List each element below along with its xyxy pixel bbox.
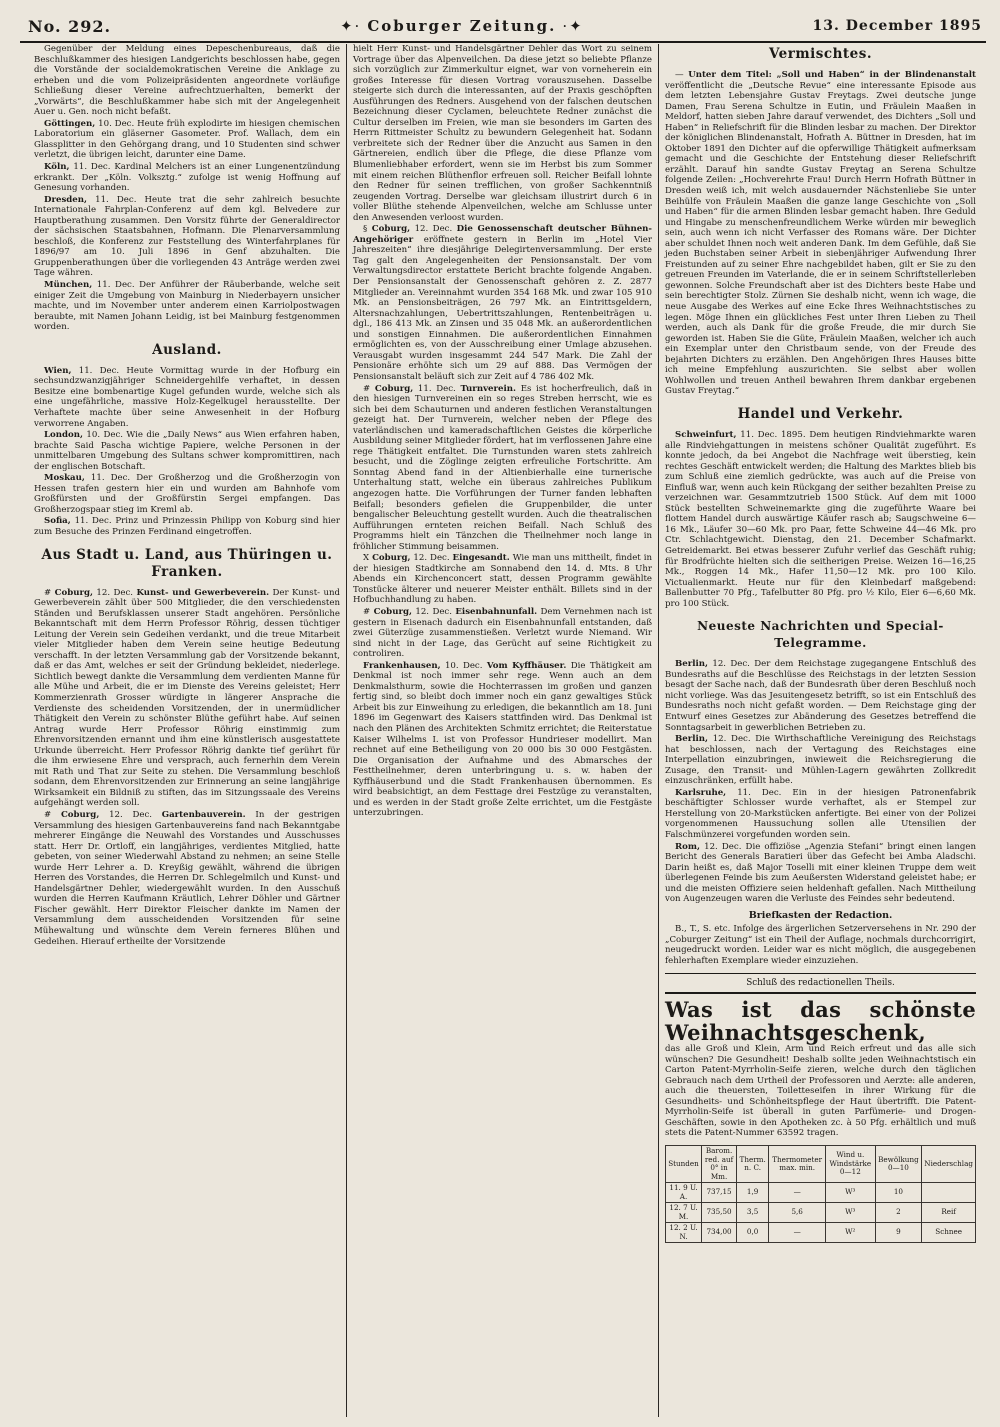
weather-header-cell: Barom. red. auf 0° in Mm. <box>702 1146 737 1183</box>
weather-header-cell: Therm. n. C. <box>737 1146 769 1183</box>
table-cell: W³ <box>826 1183 875 1203</box>
weather-header-row <box>666 1146 976 1183</box>
ad-text: das alle Groß und Klein, Arm und Reich erfreut und das alle sich wünschen? Die Gesundheit! Deshalb sollte jeden Weihnachtstisch ein Carton Patent-Myrrholin-Seife zieren, welche durch den täglichen Gebrauch nach dem Urtheil der Professoren und Aerzte: alle anderen, auch die theuersten, Toiletteseifen in ihrer Wirkung für die Gesundheits- und Schönheitspflege der Haut übertrifft. Die Patent-Myrrholin-Seife ist überall in guten Parfümerie- und Drogen-Geschäften, sowie in den Apotheken zc. à 50 Pfg. erhältlich und muß stets die Patent-Nummer 63592 tragen. <box>665 1044 976 1139</box>
column-2 <box>346 44 658 1417</box>
article: Moskau, 11. Dec. Der Großherzog und die Großherzogin von Hessen trafen gestern hier ein und wurden am Bahnhofe vom Großfürsten und der Großfürstin Sergei empfangen. Das Großherzogspaar stieg im Kreml ab. <box>34 473 340 515</box>
section-heading-stadt: Aus Stadt u. Land, aus Thüringen u. Franken. <box>41 546 333 580</box>
table-cell: 12. 7 U. M. <box>666 1203 702 1223</box>
issue-number: No. 292. <box>28 16 112 36</box>
table-row <box>666 1223 976 1243</box>
table-cell: — <box>769 1183 826 1203</box>
article: London, 10. Dec. Wie die „Daily News“ aus Wien erfahren haben, brachte Said Pascha wichtige Papiere, welche Personen in der unmittelbaren Umgebung des Sultans schwer kompromittiren, nach der englischen Botschaft. <box>34 430 340 472</box>
section-heading-ausland: Ausland. <box>152 341 222 358</box>
article: Göttingen, 10. Dec. Heute früh explodirte im hiesigen chemischen Laboratorium ein gläserner Gasometer. Prof. Wallach, dem ein Glassplitter in den Gehörgang drang, und 10 Studenten sind schwer verletzt, die übrigen leicht, darunter eine Dame. <box>34 118 340 161</box>
article: Wien, 11. Dec. Heute Vormittag wurde in der Hofburg ein sechsundzwanzigjähriger Schneidergehilfe verhaftet, in dessen Besitze eine bombenartige Kugel gefunden wurde, welche sich als eine ungefährliche, massive Holz-Kegelkugel herausstellte. Der Verhaftete machte über seine Anwesenheit in der Hofburg verworrene Angaben. <box>34 365 341 429</box>
article: # Coburg, 12. Dec. Gartenbauverein. In der gestrigen Versammlung des hiesigen Gartenbauvereins fand nach Bekanntgabe mehrerer Eingänge die Neuwahl des Vorstandes und Ausschusses statt. Herr Dr. Ortloff, ein langjähriges, verdientes Mitglied, hatte gebeten, von seiner Wiederwahl Abstand zu nehmen; an seine Stelle wurde Herr Lehrer a. D. Kreyßig gewählt, während die übrigen Herren des Vorstandes, die Herren Dr. Schlegelmilch und Kunst- und Handelsgärtner Dehler, wiedergewählt wurden. In den Ausschuß wurden die Herren Kaufmann Kräutlich, Lehrer Döhler und Gärtner Fischer gewählt. Herr Direktor Fleischer dankte im Namen der Versammlung dem ausscheidenden Vorsitzenden für seine Mühewaltung und wünschte dem Verein ferneres Blühen und Gedeihen. Hierauf ertheilte der Vorsitzende <box>34 810 340 947</box>
article: Sofia, 11. Dec. Prinz und Prinzessin Philipp von Koburg sind hier zum Besuche des Prinzen Ferdinand eingetroffen. <box>34 516 340 537</box>
weather-header-cell: Niederschlag <box>922 1146 976 1183</box>
table-cell: 735,50 <box>702 1203 737 1223</box>
masthead <box>20 14 986 43</box>
editorial-end-note: Schluß des redactionellen Theils. <box>746 977 895 988</box>
column-3 <box>658 44 982 1417</box>
weather-table <box>665 1145 976 1243</box>
table-cell: W³ <box>826 1203 875 1223</box>
newspaper-title-text: Coburger Zeitung. <box>367 17 557 35</box>
section-heading-telegramme: Neueste Nachrichten und Special-Telegramme. <box>697 619 944 651</box>
article: Berlin, 12. Dec. Der dem Reichstage zugegangene Entschluß des Bundesraths auf die Beschlüsse des Reichstags in der letzten Session besagt der Sache nach, daß der Bundesrath über deren Beschluß noch nicht vorliege. Was das Jesuitengesetz betrifft, so ist ein Entschluß des Bundesraths noch nicht gefaßt worden. — Dem Reichstage ging der Entwurf eines Gesetzes zur Abänderung des Gesetzes betreffend die Sonntagsarbeit in gewerblichen Betrieben zu. <box>665 659 976 733</box>
section-heading-handel: Handel und Verkehr. <box>737 405 904 422</box>
newspaper-title <box>334 17 590 35</box>
ornament-right-icon: ·✦ <box>562 17 584 35</box>
letterbox-text: B., T., S. etc. Infolge des ärgerlichen Setzerversehens in Nr. 290 der „Coburger Zeitung“ ist ein Theil der Auflage, nochmals durchcorrigirt, neugedruckt worden. Leider war es nicht möglich, die ausgegebenen fehlerhaften Exemplare wieder einzuziehen. <box>665 924 976 967</box>
article: München, 11. Dec. Der Anführer der Räuberbande, welche seit einiger Zeit die Umgebung von Mainburg in Niederbayern unsicher machte, und im November unter anderem einen Karriolpostwagen beraubte, mit Namen Johann Leidig, ist bei Mainburg festgenommen worden. <box>34 280 341 333</box>
table-cell: 737,15 <box>702 1183 737 1203</box>
table-row <box>666 1203 976 1223</box>
article: # Coburg, 11. Dec. Turnverein. Es ist hocherfreulich, daß in den hiesigen Turnvereinen ein so reges Streben herrscht, wie es sich bei dem Schauturnen und anderen festlichen Veranstaltungen gezeigt hat. Der Turnverein, welcher neben der Pflege des vaterländischen und kameradschaftlichen Geistes die körperliche Ausbildung seiner Mitglieder fördert, hat im verflossenen Jahre eine rege Thätigkeit entfaltet. Die Turnstunden waren stets zahlreich besucht, und die Zöglinge zeigten erfreuliche Fortschritte. Am Sonntag Abend fand in der Altienbierhalle eine turnerische Unterhaltung statt, welche ein überaus zahlreiches Publikum angezogen hatte. Die Vorführungen der Turner fanden lebhaften Beifall; besonders gefielen die Gruppenbilder, die unter bengalischer Beleuchtung gestellt wurden. Auch die theatralischen Aufführungen ernteten reichen Beifall. Nach Schluß des Programms hielt ein Tänzchen die Theilnehmer noch lange in fröhlicher Stimmung beisammen. <box>353 383 653 552</box>
issue-date: 13. December 1895 <box>812 18 982 34</box>
article: # Coburg, 12. Dec. Eisenbahnunfall. Dem Vernehmen nach ist gestern in Eisenach dadurch ein Eisenbahnunfall entstanden, daß zwei Güterzüge zusammenstießen. Verletzt wurde Niemand. Wir sind nicht in der Lage, das Gerücht auf seine Richtigkeit zu controliren. <box>353 606 652 660</box>
article: Frankenhausen, 10. Dec. Vom Kyffhäuser. Die Thätigkeit am Denkmal ist noch immer sehr rege. Wenn auch an dem Denkmalsthurm, sowie die Hochterrassen im großen und ganzen fertig sind, so bleibt doch immer noch ein ganz gewaltiges Stück Arbeit bis zur Einweihung zu erledigen, die bekanntlich am 18. Juni 1896 im Gegenwart des Kaisers stattfinden wird. Das Denkmal ist nach den Plänen des Architekten Schmitz errichtet; die Reiterstatue Kaiser Wilhelms I. ist von Professor Hundrieser modellirt. Man rechnet auf eine Betheiligung von 20 000 bis 30 000 Festgästen. Die Organisation der Aufnahme und des Abmarsches der Festtheilnehmer, deren unterbringung u. s. w. haben der Kyffhäuserbund und die Stadt Frankenhausen übernommen. Es wird beabsichtigt, an dem Festtage drei Festzüge zu veranstalten, und es werden in der Stadt große Zelte errichtet, um die Festgäste unterzubringen. <box>353 660 653 819</box>
table-cell: 2 <box>875 1203 922 1223</box>
ornament-left-icon: ✦· <box>339 17 362 35</box>
table-cell: — <box>769 1223 826 1243</box>
article: — Unter dem Titel: „Soll und Haben“ in der Blindenanstalt veröffentlicht die „Deutsche Revue“ eine interessante Episode aus dem letzten Lebensjahre Gustav Freytags. Zwei deutsche junge Damen, Frau Serena Schultze in Eutin, und Fräulein Maaßen in Meldorf, hatten sieben Jahre darauf verwendet, des Dichters „Soll und Haben“ in Reliefschrift für die Blinden lesbar zu machen. Der Direktor der königlichen Blindenanstalt, Hofrath A. Büttner in Dresden, hat im Oktober 1891 den Dichter auf die opferwillige Thätigkeit aufmerksam gemacht und die Geschichte der Entstehung dieser Reliefschrift erzählt. Darauf hin sandte Gustav Freytag an Serena Schultze folgende Zeilen: „Hochverehrte Frau! Durch Herrn Hofrath Büttner in Dresden weiß ich, mit welch ausdauernder Nächstenliebe Sie unter Beihülfe von Fräulein Maaßen die ganze lange Geschichte von „Soll und Haben“ für die armen Blinden lesbar gemacht haben. Ihre Geduld und Hingabe zu menschenfreundlichem Werke würden mir beweglich sein, auch wenn ich nicht Verfasser des Romans wäre. Der Dichter aber schuldet Ihnen noch weit anderen Dank. Im dem Gefühle, daß Sie jeden Buchstaben seiner Arbeit in siebenjähriger Aufwendung Ihrer Freistunden auf zu seiner Ehre nachgebildet haben, gilt er Sie zu den getreuen Freunden im Vaterlande, die er in seinem Schriftstellerleben gewonnen. Solche Freundschaft aber ist des Dichters beste Habe und sein berechtigter Stolz. Zürnen Sie deshalb nicht, wenn ich wage, die neue Ausgabe des Werkes auf eine Ecke Ihres Weihnachtstisches zu legen. Möge Ihnen ein glückliches Fest unter Ihren Lieben zu Theil werden, auch als Dank für die große Freude, die mir durch Sie geworden ist. Haben Sie die Güte, Fräulein Maaßen, welcher ich auch ein Exemplar unter den Christbaum sende, von der Freude des bejahrten Dichters zu erzählen. Den Angehörigen Ihres Hauses bitte ich meine Empfehlung auszurichten. Sie selbst aber wollen Wohlwollen und treuen Antheil bewahren Ihrem dankbar ergebenen Gustav Freytag.“ <box>665 70 976 397</box>
article: Dresden, 11. Dec. Heute trat die sehr zahlreich besuchte Internationale Fahrplan-Conferenz auf dem kgl. Belvedere zur Hauptberathung zusammen. Den Vorsitz führte der Generaldirector der sächsischen Staatsbahnen, Hofmann. Die Plenarversammlung beschloß, die Konferenz zur Feststellung des Winterfahrplanes für 1896/97 am 10. Juli 1896 in Genf abzuhalten. Die Gruppenberathungen über die vorliegenden 43 Anträge werden zwei Tage währen. <box>34 194 340 279</box>
article: Karlsruhe, 11. Dec. Ein in der hiesigen Patronenfabrik beschäftigter Schlosser wurde verhaftet, als er Stempel zur Herstellung von 20-Markstücken anfertigte. Bei einer von der Polizei vorgenommenen Haussuchung sollen alle Utensilien der Falschmünzerei vorgefunden worden sein. <box>665 787 976 840</box>
table-cell: 0,0 <box>737 1223 769 1243</box>
column-1 <box>28 44 346 1417</box>
table-cell: 734,00 <box>702 1223 737 1243</box>
article: Köln, 11. Dec. Kardinal Melchers ist an einer Lungenentzündung erkrankt. Der „Köln. Volksztg.“ zufolge ist wenig Hoffnung auf Genesung vorhanden. <box>34 162 340 194</box>
table-cell: W² <box>826 1223 875 1243</box>
article: Rom, 12. Dec. Die offiziöse „Agenzia Stefani“ bringt einen langen Bericht des Generals Baratieri über das Gefecht bei Amba Aladschi. Darin heißt es, daß Major Toselli mit einer kleinen Truppe dem weit überlegenen Feinde bis zum Aeußersten Widerstand geleistet habe; er und die meisten Offiziere seien heldenhaft gefallen. Nach Mittheilung von Augenzeugen waren die Verluste des Feindes sehr bedeutend. <box>665 841 976 905</box>
table-cell: 3,5 <box>737 1203 769 1223</box>
weather-header-cell: Wind u. Windstärke 0—12 <box>826 1146 875 1183</box>
article: § Coburg, 12. Dec. Die Genossenschaft deutscher Bühnen-Angehöriger eröffnete gestern in Berlin im „Hotel Vier Jahreszeiten“ ihre diesjährige Delegirtenversammlung. Der erste Tag galt den Angelegenheiten der Pensionsanstalt. Der vom Verwaltungsdirector erstattete Bericht brachte folgende Angaben. Der Pensionsanstalt der Genossenschaft gehören z. Z. 2877 Mitglieder an. Vereinnahmt wurden 354 168 Mk. und zwar 105 910 Mk. an Pensionsbeiträgen, 26 797 Mk. an Eintrittsgeldern, Altersnachzahlungen, Uebertrittszahlungen, Rentenbeiträgen u. dgl., 186 413 Mk. an Zinsen und 35 048 Mk. an außerordentlichen und sonstigen Einnahmen. Die außerordentlichen Einnahmen ermöglichten es, von der Ausschreibung einer Umlage abzusehen. Verausgabt wurden insgesammt 244 547 Mark. Die Zahl der Pensionäre erhöhte sich um 29 auf 888. Das Vermögen der Pensionsanstalt beläuft sich zur Zeit auf 4 786 402 Mk. <box>353 224 652 382</box>
article: Schweinfurt, 11. Dec. 1895. Dem heutigen Rindviehmarkte waren alle Rindviehgattungen in meistens schöner Qualität zugeführt. Es konnte jedoch, da bei Angebot die Nachfrage weit überstieg, kein rechtes Geschäft entwickelt werden; die Haltung des Marktes blieb bis zum Schluß eine ziemlich gedrückte, was auch auf die Preise von Einfluß war, wenn auch kein Rückgang der seither bezahlten Preise zu verzeichnen war. Gesammtzutrieb 1500 Stück. Auf dem mit 1000 Stück bestellten Schweinemarkte ging die zugeführte Waare bei flottem Handel durch auswärtige Käufer rasch ab; Saugschweine 6—16 Mk., Läufer 30—60 Mk. pro Paar, fette Schweine 44—46 Mk. pro Ctr. Schlachtgewicht. Dienstag, den 21. December Schafmarkt. Getreidemarkt. Bei etwas besserer Zufuhr verlief das Geschäft ruhig; für Brodfrüchte hielten sich die seitherigen Preise. Weizen 16—16,25 Mk., Roggen 14 Mk., Hafer 11,50—12 Mk. pro 100 Kilo. Victualienmarkt. Heute nur für den Kleinbedarf maßgebend: Ballenbutter 70 Pfg., Tafelbutter 80 Pfg. pro ½ Kilo, Eier 6—6,60 Mk. pro 100 Stück. <box>665 429 976 609</box>
table-cell: 11. 9 U. A. <box>666 1183 702 1203</box>
table-cell: Schnee <box>922 1223 976 1243</box>
ad-headline: Was ist das schönste Weihnachtsgeschenk, <box>665 997 976 1046</box>
section-heading-vermischtes: Vermischtes. <box>768 46 873 62</box>
article: Gegenüber der Meldung eines Depeschenbureaus, daß die Beschlußkammer des hiesigen Landgerichts beschlossen habe, gegen die Vorstände der socialdemokratischen Vereine die Anklage zu erheben und die vom Polizeipräsidenten angeordnete vorläufige Schließung dieser Vereine aufrechtzuerhalten, bemerkt der „Vorwärts“, die Beschlußkammer habe sich mit der Angelegenheit Auer u. Gen. noch nicht befaßt. <box>34 44 340 118</box>
columns <box>28 44 982 1417</box>
table-cell <box>922 1183 976 1203</box>
weather-header-cell: Stunden <box>666 1146 702 1183</box>
weather-header-cell: Bewölkung 0—10 <box>875 1146 922 1183</box>
table-cell: 5,6 <box>769 1203 826 1223</box>
divider <box>665 973 976 974</box>
letterbox-heading: Briefkasten der Redaction. <box>748 909 893 921</box>
table-cell: 10 <box>875 1183 922 1203</box>
advertisement <box>665 992 976 1139</box>
table-cell: Reif <box>922 1203 976 1223</box>
article: Berlin, 12. Dec. Die Wirthschaftliche Vereinigung des Reichstags hat beschlossen, nach der Vertagung des Reichstages eine Interpellation einzubringen, inwieweit die Reichsregierung die Zusage, den Transit- und Mühlen-Lagern gewährten Zollkredit einzuschränken, erfüllt habe. <box>665 734 977 787</box>
weather-header-cell: Thermometer max. min. <box>769 1146 826 1183</box>
article: X Coburg, 12. Dec. Eingesandt. Wie man uns mittheilt, findet in der hiesigen Stadtkirche am Sonnabend den 14. d. Mts. 8 Uhr Abends ein Kirchenconcert statt, dessen Programm gewählte Tonstücke älterer und neuerer Meister enthält. Billets sind in der Hofbuchhandlung zu haben. <box>353 553 653 606</box>
table-row <box>666 1183 976 1203</box>
table-cell: 9 <box>875 1223 922 1243</box>
article: # Coburg, 12. Dec. Kunst- und Gewerbeverein. Der Kunst- und Gewerbeverein zählt über 500 Mitglieder, die den verschiedensten Ständen und Berufsklassen unserer Stadt angehören. Persönliche Bekanntschaft mit dem Herrn Professor Röhrig, dessen tüchtiger Leitung der Verein sein Gedeihen verdankt, und die treue Mitarbeit vieler Mitglieder haben dem Verein seine heutige Bedeutung verschafft. In der letzten Versammlung gab der Vorsitzende bekannt, daß er das Amt, welches er seit der Gründung bekleidet, niederlege. Sichtlich bewegt dankte die Versammlung dem verdienten Manne für alle Mühe und Arbeit, die er im Dienste des Vereins geleistet; Herr Kommerzienrath Grosser würdigte in längerer Ansprache die Verdienste des scheidenden Vorsitzenden, der in unermüdlicher Thätigkeit den Verein zu schönster Blüthe geführt habe. Auf seinen Antrag wurde Herr Professor Röhrig einstimmig zum Ehrenvorsitzenden ernannt und ihm eine künstlerisch ausgestattete Urkunde überreicht. Herr Professor Röhrig dankte tief gerührt für die ihm erwiesene Ehre und versprach, auch fernerhin dem Verein mit Rath und That zur Seite zu stehen. Die Versammlung beschloß sodann, dem Ehrenvorsitzenden zur Erinnerung an seine langjährige Wirksamkeit ein Bildniß zu stiften, das im Sitzungssaale des Vereins aufgehängt werden soll. <box>34 587 341 809</box>
article: hielt Herr Kunst- und Handelsgärtner Dehler das Wort zu seinem Vortrage über das Alpenveilchen. Da diese jetzt so beliebte Pflanze sich vorzüglich zur Zimmerkultur eignet, war von vorneherein ein großes Interesse für diesen Vortrag vorauszusehen. Dasselbe steigerte sich durch die interessanten, auf der Praxis geschöpften Ausführungen des Redners. Ausgehend von der falschen deutschen Bezeichnung dieser Cyclamen, beleuchtete Redner zunächst die Cultur derselben im Freien, wie man sie besonders im Garten des Herrn Rittmeister Schultz zu bewundern Gelegenheit hat. Sodann verbreitete sich der Redner über die Anzucht aus Samen in den Gärtnereien, endlich über die Pflege, die diese Pflanze vom Blumenliebhaber erfordert, wenn sie im Herbst bis zum Sommer mit einem reichen Blüthenflor erfreuen soll. Reicher Beifall lohnte den Redner für seinen trefflichen, von großer Sachkenntniß zeugenden Vortrag. Derselbe war gleichsam illustrirt durch 6 in voller Blüthe stehende Alpenveilchen, welche am Schlusse unter den Anwesenden verloost wurden. <box>353 44 652 223</box>
table-cell: 12. 2 U. N. <box>666 1223 702 1243</box>
table-cell: 1,9 <box>737 1183 769 1203</box>
